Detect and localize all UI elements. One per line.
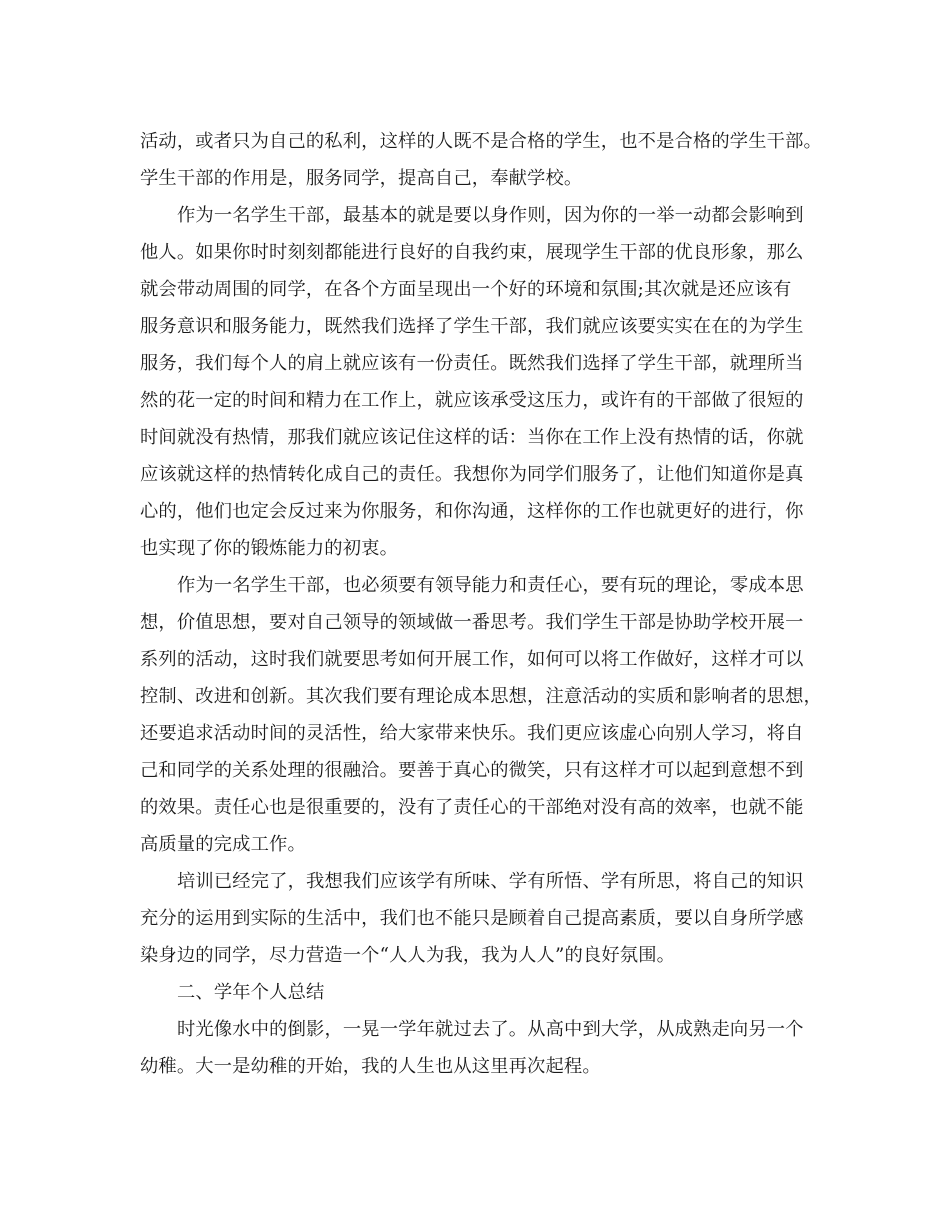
text-line: 就会带动周围的同学，在各个方面呈现出一个好的环境和氛围;其次就是还应该有 [140,279,792,300]
text-line: 的效果。责任心也是很重要的，没有了责任心的干部绝对没有高的效率，也就不能 [140,797,804,818]
paragraph-start-line: 作为一名学生干部，最基本的就是要以身作则，因为你的一举一动都会影响到 [177,205,804,226]
text-line: 心的，他们也定会反过来为你服务，和你沟通，这样你的工作也就更好的进行，你 [140,501,804,522]
text-line: 系列的活动，这时我们就要思考如何开展工作，如何可以将工作做好，这样才可以 [140,649,804,670]
text-line: 应该就这样的热情转化成自己的责任。我想你为同学们服务了，让他们知道你是真 [140,464,804,485]
text-line: 己和同学的关系处理的很融洽。要善于真心的微笑，只有这样才可以起到意想不到 [140,760,804,781]
text-line: 染身边的同学，尽力营造一个“人人为我，我为人人”的良好氛围。 [140,945,676,966]
section-heading: 二、学年个人总结 [177,982,325,1003]
paragraph-start-line: 培训已经完了，我想我们应该学有所味、学有所悟、学有所思，将自己的知识 [177,871,804,892]
text-line: 服务，我们每个人的肩上就应该有一份责任。既然我们选择了学生干部，就理所当 [140,353,804,374]
paragraph-start-line: 时光像水中的倒影，一晃一学年就过去了。从高中到大学，从成熟走向另一个 [177,1019,804,1040]
text-line: 想，价值思想，要对自己领导的领域做一番思考。我们学生干部是协助学校开展一 [140,612,804,633]
paragraph-start-line: 作为一名学生干部，也必须要有领导能力和责任心，要有玩的理论，零成本思 [177,575,804,596]
text-line: 幼稚。大一是幼稚的开始，我的人生也从这里再次起程。 [140,1056,601,1077]
text-line: 服务意识和服务能力，既然我们选择了学生干部，我们就应该要实实在在的为学生 [140,316,804,337]
text-line: 也实现了你的锻炼能力的初衷。 [140,538,399,559]
text-line: 学生干部的作用是，服务同学，提高自己，奉献学校。 [140,168,583,189]
text-line: 充分的运用到实际的生活中，我们也不能只是顾着自己提高素质，要以自身所学感 [140,908,804,929]
text-line: 活动，或者只为自己的私利，这样的人既不是合格的学生，也不是合格的学生干部。 [140,131,822,152]
text-line: 控制、改进和创新。其次我们要有理论成本思想，注意活动的实质和影响者的思想， [140,686,822,707]
text-line: 他人。如果你时时刻刻都能进行良好的自我约束，展现学生干部的优良形象，那么 [140,242,804,263]
text-line: 然的花一定的时间和精力在工作上，就应该承受这压力，或许有的干部做了很短的 [140,390,804,411]
text-line: 高质量的完成工作。 [140,834,306,855]
text-line: 还要追求活动时间的灵活性，给大家带来快乐。我们更应该虚心向别人学习，将自 [140,723,804,744]
text-line: 时间就没有热情，那我们就应该记住这样的话：当你在工作上没有热情的话，你就 [140,427,804,448]
